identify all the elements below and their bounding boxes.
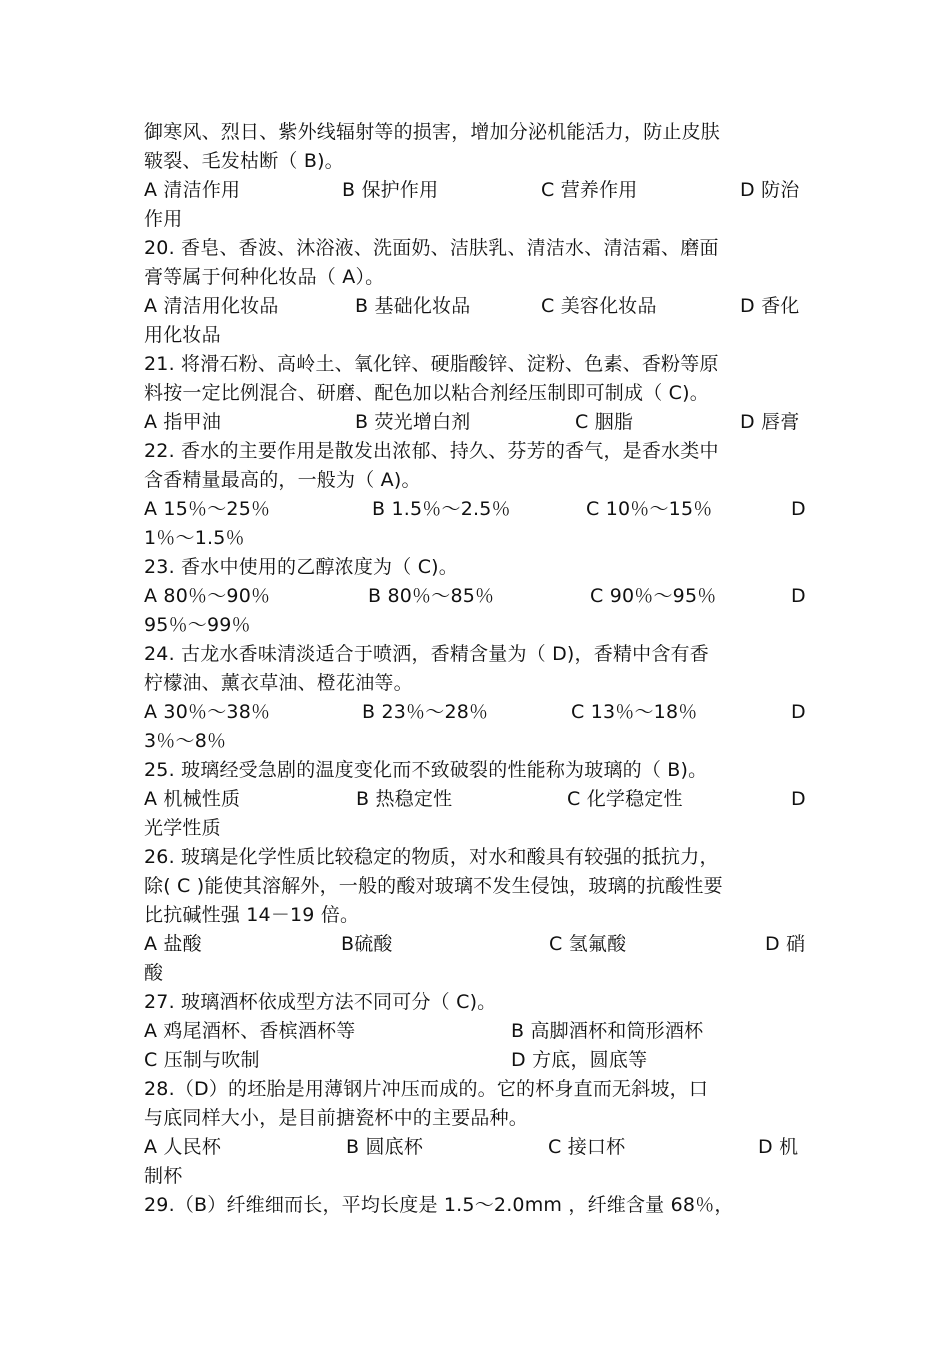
question-21: 21. 将滑石粉、高岭土、氧化锌、硬脂酸锌、淀粉、色素、香粉等原 <box>144 353 719 375</box>
option-a: A 清洁作用 <box>144 179 241 201</box>
question-29: 29.（B）纤维细而长，平均长度是 1.5～2.0mm ，纤维含量 68％， <box>144 1194 734 1216</box>
option-b: B 热稳定性 <box>356 788 453 810</box>
option-b: B硫酸 <box>341 933 393 955</box>
option-b: B 80％～85％ <box>368 585 495 607</box>
option-b: B 圆底杯 <box>346 1136 424 1158</box>
option-b: B 基础化妆品 <box>355 295 471 317</box>
text-line: 与底同样大小，是目前搪瓷杯中的主要品种。 <box>144 1107 529 1129</box>
option-row <box>144 582 824 611</box>
text-line: 酸 <box>144 962 164 984</box>
option-c: C 美容化妆品 <box>541 295 657 317</box>
text-line: 用化妆品 <box>144 324 221 346</box>
text-line: 膏等属于何种化妆品（ A）。 <box>144 266 385 288</box>
text-line: 作用 <box>144 208 183 230</box>
question-24: 24. 古龙水香味清淡适合于喷洒，香精含量为（ D)，香精中含有香 <box>144 643 709 665</box>
option-b: B 高脚酒杯和筒形酒杯 <box>511 1020 704 1042</box>
option-a: A 鸡尾酒杯、香槟酒杯等 <box>144 1020 356 1042</box>
option-a: A 清洁用化妆品 <box>144 295 279 317</box>
option-b: B 保护作用 <box>342 179 439 201</box>
option-d: D <box>791 585 806 607</box>
text-line: 料按一定比例混合、研磨、配色加以粘合剂经压制即可制成（ C)。 <box>144 382 709 404</box>
option-a: A 盐酸 <box>144 933 202 955</box>
question-26: 26. 玻璃是化学性质比较稳定的物质，对水和酸具有较强的抵抗力， <box>144 846 719 868</box>
option-b: B 荧光增白剂 <box>355 411 471 433</box>
option-d: D 香化 <box>740 295 800 317</box>
text-line: 95％～99％ <box>144 614 251 636</box>
option-d: D 防治 <box>740 179 800 201</box>
option-d: D 机 <box>758 1136 799 1158</box>
option-row <box>144 698 824 727</box>
option-row <box>144 408 824 437</box>
option-row <box>144 1046 824 1075</box>
option-d: D <box>791 701 806 723</box>
option-a: A 指甲油 <box>144 411 222 433</box>
text-line: 皲裂、毛发枯断（ B)。 <box>144 150 344 172</box>
option-d: D 唇膏 <box>740 411 800 433</box>
option-c: C 13％～18％ <box>571 701 698 723</box>
option-c: C 接口杯 <box>548 1136 626 1158</box>
option-d: D <box>791 498 806 520</box>
option-row <box>144 176 824 205</box>
question-20: 20. 香皂、香波、沐浴液、洗面奶、洁肤乳、清洁水、清洁霜、磨面 <box>144 237 719 259</box>
option-a: A 80％～90％ <box>144 585 271 607</box>
option-c: C 90％～95％ <box>590 585 717 607</box>
option-b: B 1.5％～2.5％ <box>372 498 511 520</box>
option-row <box>144 292 824 321</box>
option-a: A 30％～38％ <box>144 701 271 723</box>
option-c: C 营养作用 <box>541 179 638 201</box>
option-a: A 机械性质 <box>144 788 241 810</box>
option-row <box>144 1133 824 1162</box>
text-line: 御寒风、烈日、紫外线辐射等的损害，增加分泌机能活力，防止皮肤 <box>144 121 721 143</box>
option-d: D 硝 <box>765 933 806 955</box>
option-c: C 化学稳定性 <box>567 788 683 810</box>
text-line: 含香精量最高的，一般为（ A)。 <box>144 469 421 491</box>
option-d: D <box>791 788 806 810</box>
question-22: 22. 香水的主要作用是散发出浓郁、持久、芬芳的香气，是香水类中 <box>144 440 719 462</box>
text-line: 柠檬油、薰衣草油、橙花油等。 <box>144 672 413 694</box>
text-line: 3％～8％ <box>144 730 227 752</box>
option-row <box>144 495 824 524</box>
option-row <box>144 785 824 814</box>
option-row <box>144 1017 824 1046</box>
text-line: 光学性质 <box>144 817 221 839</box>
question-25: 25. 玻璃经受急剧的温度变化而不致破裂的性能称为玻璃的（ B)。 <box>144 759 708 781</box>
option-a: A 15％～25％ <box>144 498 271 520</box>
question-27: 27. 玻璃酒杯依成型方法不同可分（ C)。 <box>144 991 497 1013</box>
option-c: C 10％～15％ <box>586 498 713 520</box>
option-c: C 压制与吹制 <box>144 1049 260 1071</box>
text-line: 除( C )能使其溶解外，一般的酸对玻璃不发生侵蚀，玻璃的抗酸性要 <box>144 875 723 897</box>
text-line: 制杯 <box>144 1165 183 1187</box>
question-23: 23. 香水中使用的乙醇浓度为（ C)。 <box>144 556 458 578</box>
option-c: C 氢氟酸 <box>549 933 627 955</box>
question-28: 28.（D）的坯胎是用薄钢片冲压而成的。它的杯身直而无斜坡，口 <box>144 1078 709 1100</box>
option-c: C 胭脂 <box>575 411 634 433</box>
option-a: A 人民杯 <box>144 1136 222 1158</box>
text-line: 1％～1.5％ <box>144 527 245 549</box>
option-d: D 方底，圆底等 <box>511 1049 648 1071</box>
text-line: 比抗碱性强 14－19 倍。 <box>144 904 360 926</box>
option-b: B 23％～28％ <box>362 701 489 723</box>
option-row <box>144 930 824 959</box>
